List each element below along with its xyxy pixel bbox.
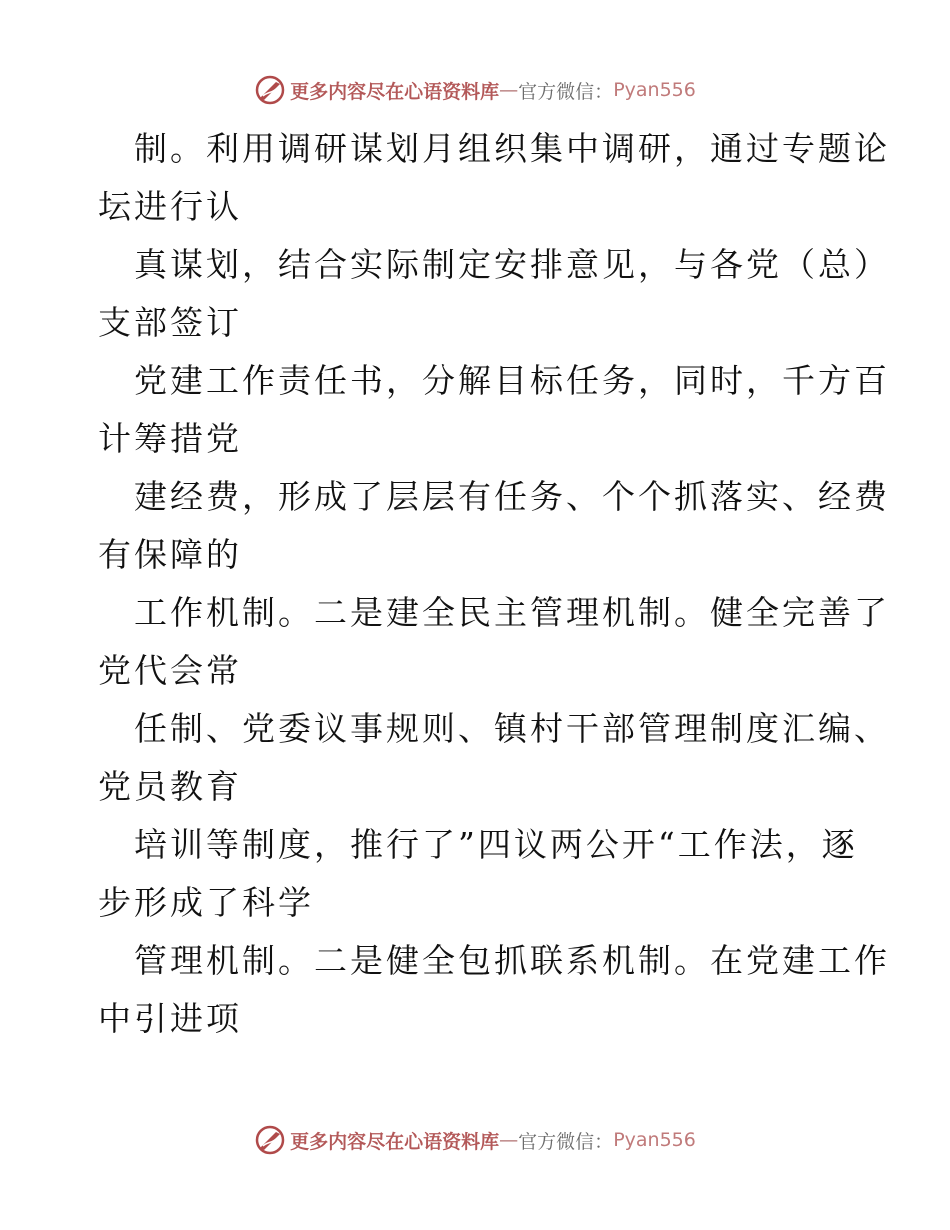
- watermark-title: 更多内容尽在心语资料库: [290, 1130, 500, 1153]
- text-line: 党建工作责任书，分解目标任务，同时，千方百: [134, 361, 890, 400]
- text-line: 建经费，形成了层层有任务、个个抓落实、经费: [134, 477, 890, 516]
- watermark-title: 更多内容尽在心语资料库: [290, 80, 500, 103]
- text-line: 制。利用调研谋划月组织集中调研，通过专题论: [134, 129, 890, 168]
- watermark-wechat-id: Pyan556: [613, 79, 696, 101]
- text-line: 有保障的: [98, 535, 242, 574]
- watermark-wechat-id: Pyan556: [613, 1129, 696, 1151]
- watermark-dash: —: [499, 79, 519, 101]
- watermark-dash: —: [499, 1129, 519, 1151]
- text-line: 培训等制度，推行了”四议两公开“工作法，逐: [134, 825, 858, 864]
- text-line: 党员教育: [98, 767, 242, 806]
- text-line: 任制、党委议事规则、镇村干部管理制度汇编、: [134, 709, 890, 748]
- text-line: 工作机制。二是建全民主管理机制。健全完善了: [134, 593, 890, 632]
- text-line: 计筹措党: [98, 419, 242, 458]
- text-line: 管理机制。二是健全包抓联系机制。在党建工作: [134, 941, 890, 980]
- watermark-wechat-label: 官方微信：: [518, 1130, 614, 1153]
- watermark-wechat-label: 官方微信：: [518, 80, 614, 103]
- header-watermark: [0, 70, 950, 110]
- text-line: 步形成了科学: [98, 883, 314, 922]
- text-line: 坛进行认: [98, 187, 242, 226]
- document-body: [98, 120, 890, 1048]
- text-line: 党代会常: [98, 651, 242, 690]
- pen-logo-icon: [254, 74, 286, 106]
- pen-logo-icon: [254, 1124, 286, 1156]
- text-line: 中引进项: [98, 999, 242, 1038]
- footer-watermark: [0, 1120, 950, 1160]
- text-line: 真谋划，结合实际制定安排意见，与各党（总）: [134, 245, 890, 284]
- text-line: 支部签订: [98, 303, 242, 342]
